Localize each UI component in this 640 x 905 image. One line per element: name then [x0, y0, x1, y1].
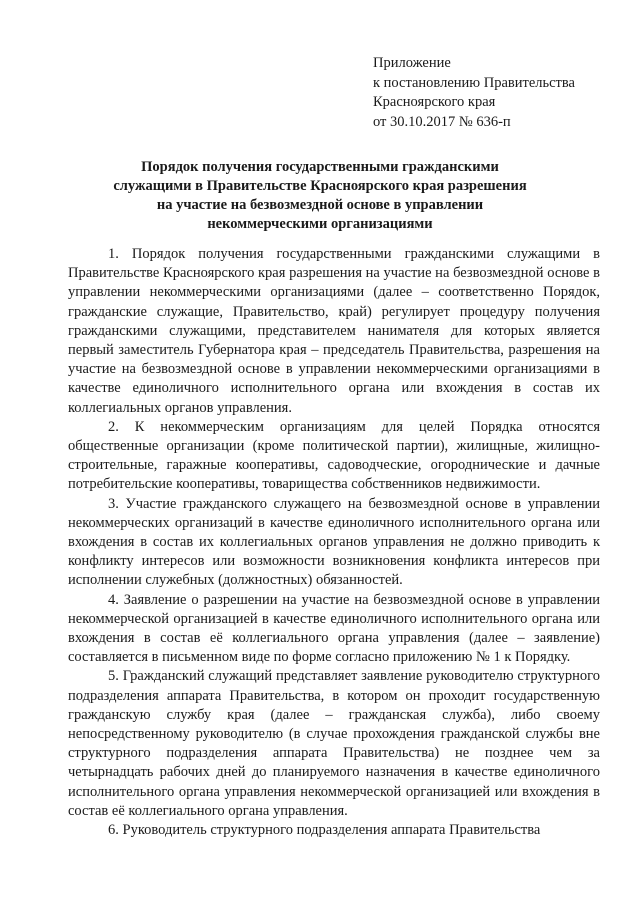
title-line: служащими в Правительстве Красноярского края разрешения — [113, 178, 527, 194]
paragraph-2: 2. К некоммерческим организациям для целей Порядка относятся общественные организации (кроме политической партии), жилищные, жилищно-строительные, гаражные кооперативы, садоводческие, огороднические и дачные потребительские кооперативы, товарищества собственников недвижимости. — [68, 418, 600, 493]
title-line: на участие на безвозмездной основе в управлении — [156, 197, 484, 213]
paragraph-3: 3. Участие гражданского служащего на безвозмездной основе в управлении некоммерческих организаций в качестве единоличного исполнительного органа или вхождения в состав их коллегиальных органов управления не должно приводить к конфликту интересов или возможности возникновения конфликта интересов при исполнении служебных (должностных) обязанностей. — [68, 495, 600, 589]
title-line: некоммерческими организациями — [207, 216, 433, 232]
paragraph-6: 6. Руководитель структурного подразделения аппарата Правительства — [108, 822, 541, 839]
paragraph-1: 1. Порядок получения государственными гражданскими служащими в Правительстве Красноярского края разрешения на участие на безвозмездной основе в управлении некоммерческими организациями (далее – соответственно Порядок, гражданские служащие, Правительство, край) регулирует процедуру получения гражданскими служащими, представителем нанимателя для которых является первый заместитель Губернатора края – председатель Правительства, разрешения на участие на безвозмездной основе в управлении некоммерческими организациями в качестве единоличного исполнительного органа или вхождения в состав их коллегиальных органов управления. — [68, 246, 600, 416]
document-body — [68, 245, 600, 840]
document-title — [60, 158, 580, 234]
paragraph-5: 5. Гражданский служащий представляет заявление руководителю структурного подразделения аппарата Правительства, в котором он проходит государственную гражданскую службу края (далее – гражданская служба), либо своему непосредственному руководителю (в случае прохождения гражданской службы вне структурного подразделения аппарата Правительства) не позднее чем за четырнадцать рабочих дней до планируемого назначения в качестве единоличного исполнительного органа управления некоммерческой организацией или вхождения в состав её коллегиального органа управления. — [68, 668, 600, 819]
appendix-date-number: от 30.10.2017 № 636-п — [373, 113, 511, 130]
appendix-label: Приложение — [373, 55, 451, 71]
appendix-resolution-ref: к постановлению Правительства — [373, 74, 575, 91]
title-line: Порядок получения государственными гражданскими — [141, 159, 499, 175]
paragraph-4: 4. Заявление о разрешении на участие на безвозмездной основе в управлении некоммерческой организацией в качестве единоличного исполнительного органа или вхождения в состав её коллегиального органа управления (далее – заявление) составляется в письменном виде по форме согласно приложению № 1 к Порядку. — [68, 591, 600, 666]
appendix-region: Красноярского края — [373, 94, 496, 110]
appendix-header — [373, 54, 575, 132]
